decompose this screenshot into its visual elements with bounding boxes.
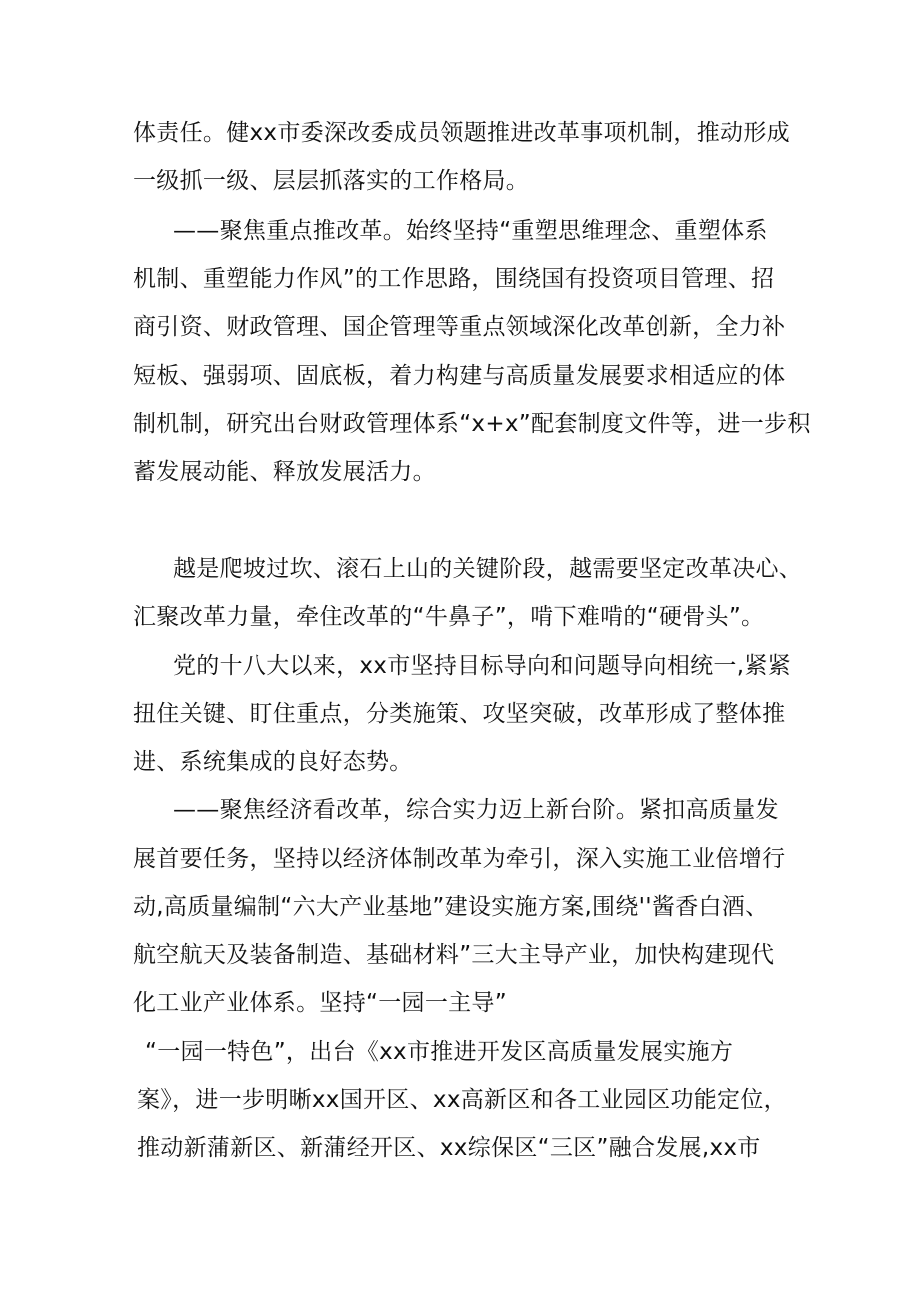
text-line: 航空航天及装备制造、基础材料”三大主导产业，加快构建现代 (133, 942, 775, 968)
text-line: 制机制，研究出台财政管理体系“x+x”配套制度文件等，进一步积 (133, 411, 811, 437)
text-line: 党的十八大以来，xx市坚持目标导向和问题导向相统一,紧紧 (173, 653, 791, 679)
text-line: 体责任。健xx市委深改委成员领题推进改革事项机制，推动形成 (133, 120, 790, 146)
text-line: 汇聚改革力量，牵住改革的“牛鼻子”，啃下难啃的“硬骨头”。 (133, 604, 765, 630)
text-line: ——聚焦重点推改革。始终坚持“重塑思维理念、重塑体系 (173, 218, 768, 244)
text-line: 推动新蒲新区、新蒲经开区、xx综保区“三区”融合发展,xx市 (137, 1135, 761, 1161)
text-line: 动,高质量编制“六大产业基地”建设实施方案,围绕''酱香白酒、 (133, 894, 769, 920)
text-line: 越是爬坡过坎、滚石上山的关键阶段，越需要坚定改革决心、 (173, 556, 803, 582)
text-line: 展首要任务，坚持以经济体制改革为牵引，深入实施工业倍增行 (133, 846, 786, 872)
text-line: “一园一特色”，出台《xx市推进开发区高质量发展实施方 (145, 1039, 734, 1065)
text-line: 扭住关键、盯住重点，分类施策、攻坚突破，改革形成了整体推 (133, 701, 786, 727)
text-line: 一级抓一级、层层抓落实的工作格局。 (133, 168, 530, 194)
text-line: 短板、强弱项、固底板，着力构建与高质量发展要求相适应的体 (133, 363, 786, 389)
text-line: 进、系统集成的良好态势。 (133, 749, 413, 775)
text-line: 案》，进一步明晰xx国开区、xx高新区和各工业园区功能定位， (137, 1087, 787, 1113)
text-line: 商引资、财政管理、国企管理等重点领域深化改革创新，全力补 (133, 314, 786, 340)
text-line: ——聚焦经济看改革，综合实力迈上新台阶。紧扣高质量发 (173, 797, 779, 823)
text-line: 化工业产业体系。坚持“一园一主导” (133, 990, 507, 1016)
text-line: 蓄发展动能、释放发展活力。 (133, 459, 436, 485)
text-line: 机制、重塑能力作风”的工作思路，围绕国有投资项目管理、招 (133, 266, 775, 292)
